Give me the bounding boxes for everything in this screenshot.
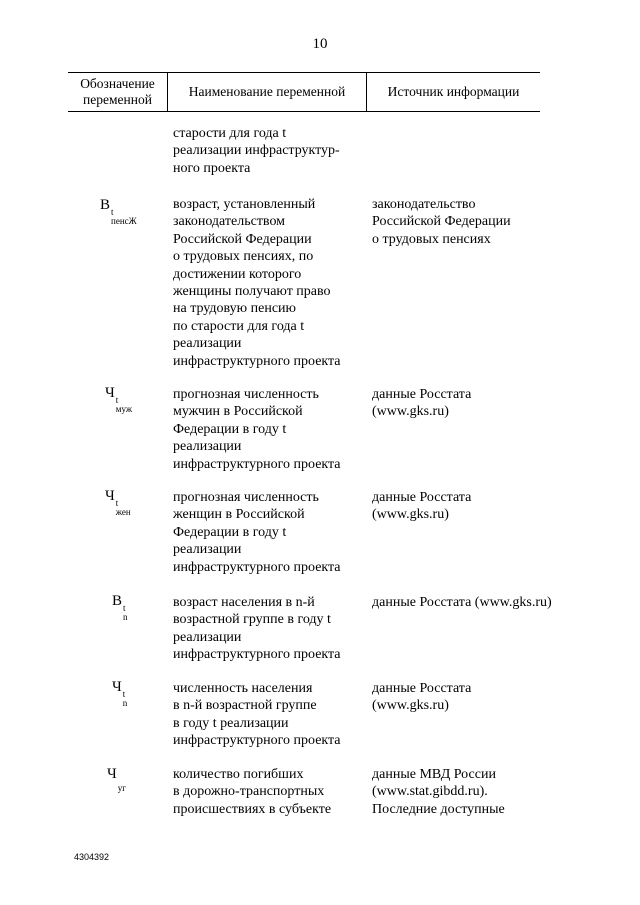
symbol-base: В bbox=[100, 197, 111, 213]
symbol-superscript: t bbox=[111, 207, 114, 217]
header-variable-designation: Обозначение переменной bbox=[68, 73, 168, 111]
page-number: 10 bbox=[312, 36, 328, 52]
variable-symbol bbox=[107, 766, 126, 793]
variable-name: возраст населения в n-й возрастной группе в году t реализации инфраструктурного проекта bbox=[173, 595, 341, 663]
variable-symbol bbox=[105, 385, 132, 414]
symbol-superscript: t bbox=[123, 603, 126, 613]
symbol-base: Ч bbox=[112, 679, 122, 695]
symbol-superscript: t bbox=[122, 689, 126, 699]
variable-symbol bbox=[100, 197, 137, 226]
symbol-superscript: t bbox=[115, 498, 119, 508]
information-source: данные МВД России (www.stat.gibdd.ru). Последние доступные bbox=[372, 767, 505, 817]
symbol-subscript: уг bbox=[117, 783, 126, 793]
variable-symbol bbox=[112, 593, 128, 622]
variable-name: старости для года t реализации инфраструктур- ного проекта bbox=[173, 126, 340, 176]
information-source: данные Росстата (www.gks.ru) bbox=[372, 681, 472, 714]
variable-name: прогнозная численность мужчин в Российской Федерации в году t реализации инфраструктурного проекта bbox=[173, 387, 341, 472]
symbol-subscript: пенсЖ bbox=[111, 216, 137, 226]
variable-name: возраст, установленный законодательством Российской Федерации о трудовых пенсиях, по достижении которого женщины получают право на трудовую пенсию по старости для года t реализации инфраструктурного проекта bbox=[173, 197, 341, 369]
variable-symbol bbox=[112, 679, 127, 708]
symbol-subscript: n bbox=[123, 612, 128, 622]
symbol-base: Ч bbox=[105, 488, 115, 504]
variable-name: прогнозная численность женщин в Российской Федерации в году t реализации инфраструктурного проекта bbox=[173, 490, 341, 575]
symbol-base: В bbox=[112, 593, 123, 609]
variable-name: численность населения в n-й возрастной группе в году t реализации инфраструктурного проекта bbox=[173, 681, 341, 749]
symbol-subscript: муж bbox=[115, 404, 133, 414]
variable-name: количество погибших в дорожно-транспортных происшествиях в субъекте bbox=[173, 767, 332, 817]
document-code: 4304392 bbox=[74, 852, 110, 862]
header-information-source: Источник информации bbox=[387, 84, 520, 99]
symbol-subscript: n bbox=[122, 698, 128, 708]
information-source: данные Росстата (www.gks.ru) bbox=[372, 490, 472, 523]
information-source: законодательство Российской Федерации о трудовых пенсиях bbox=[372, 197, 511, 247]
information-source: данные Росстата (www.gks.ru) bbox=[372, 387, 472, 420]
information-source: данные Росстата (www.gks.ru) bbox=[372, 595, 552, 610]
table-header bbox=[68, 72, 540, 112]
symbol-superscript: t bbox=[115, 395, 119, 405]
variable-symbol bbox=[105, 488, 131, 517]
header-variable-name: Наименование переменной bbox=[168, 73, 367, 111]
symbol-base: Ч bbox=[107, 766, 117, 782]
symbol-subscript: жен bbox=[115, 507, 131, 517]
symbol-base: Ч bbox=[105, 385, 115, 401]
